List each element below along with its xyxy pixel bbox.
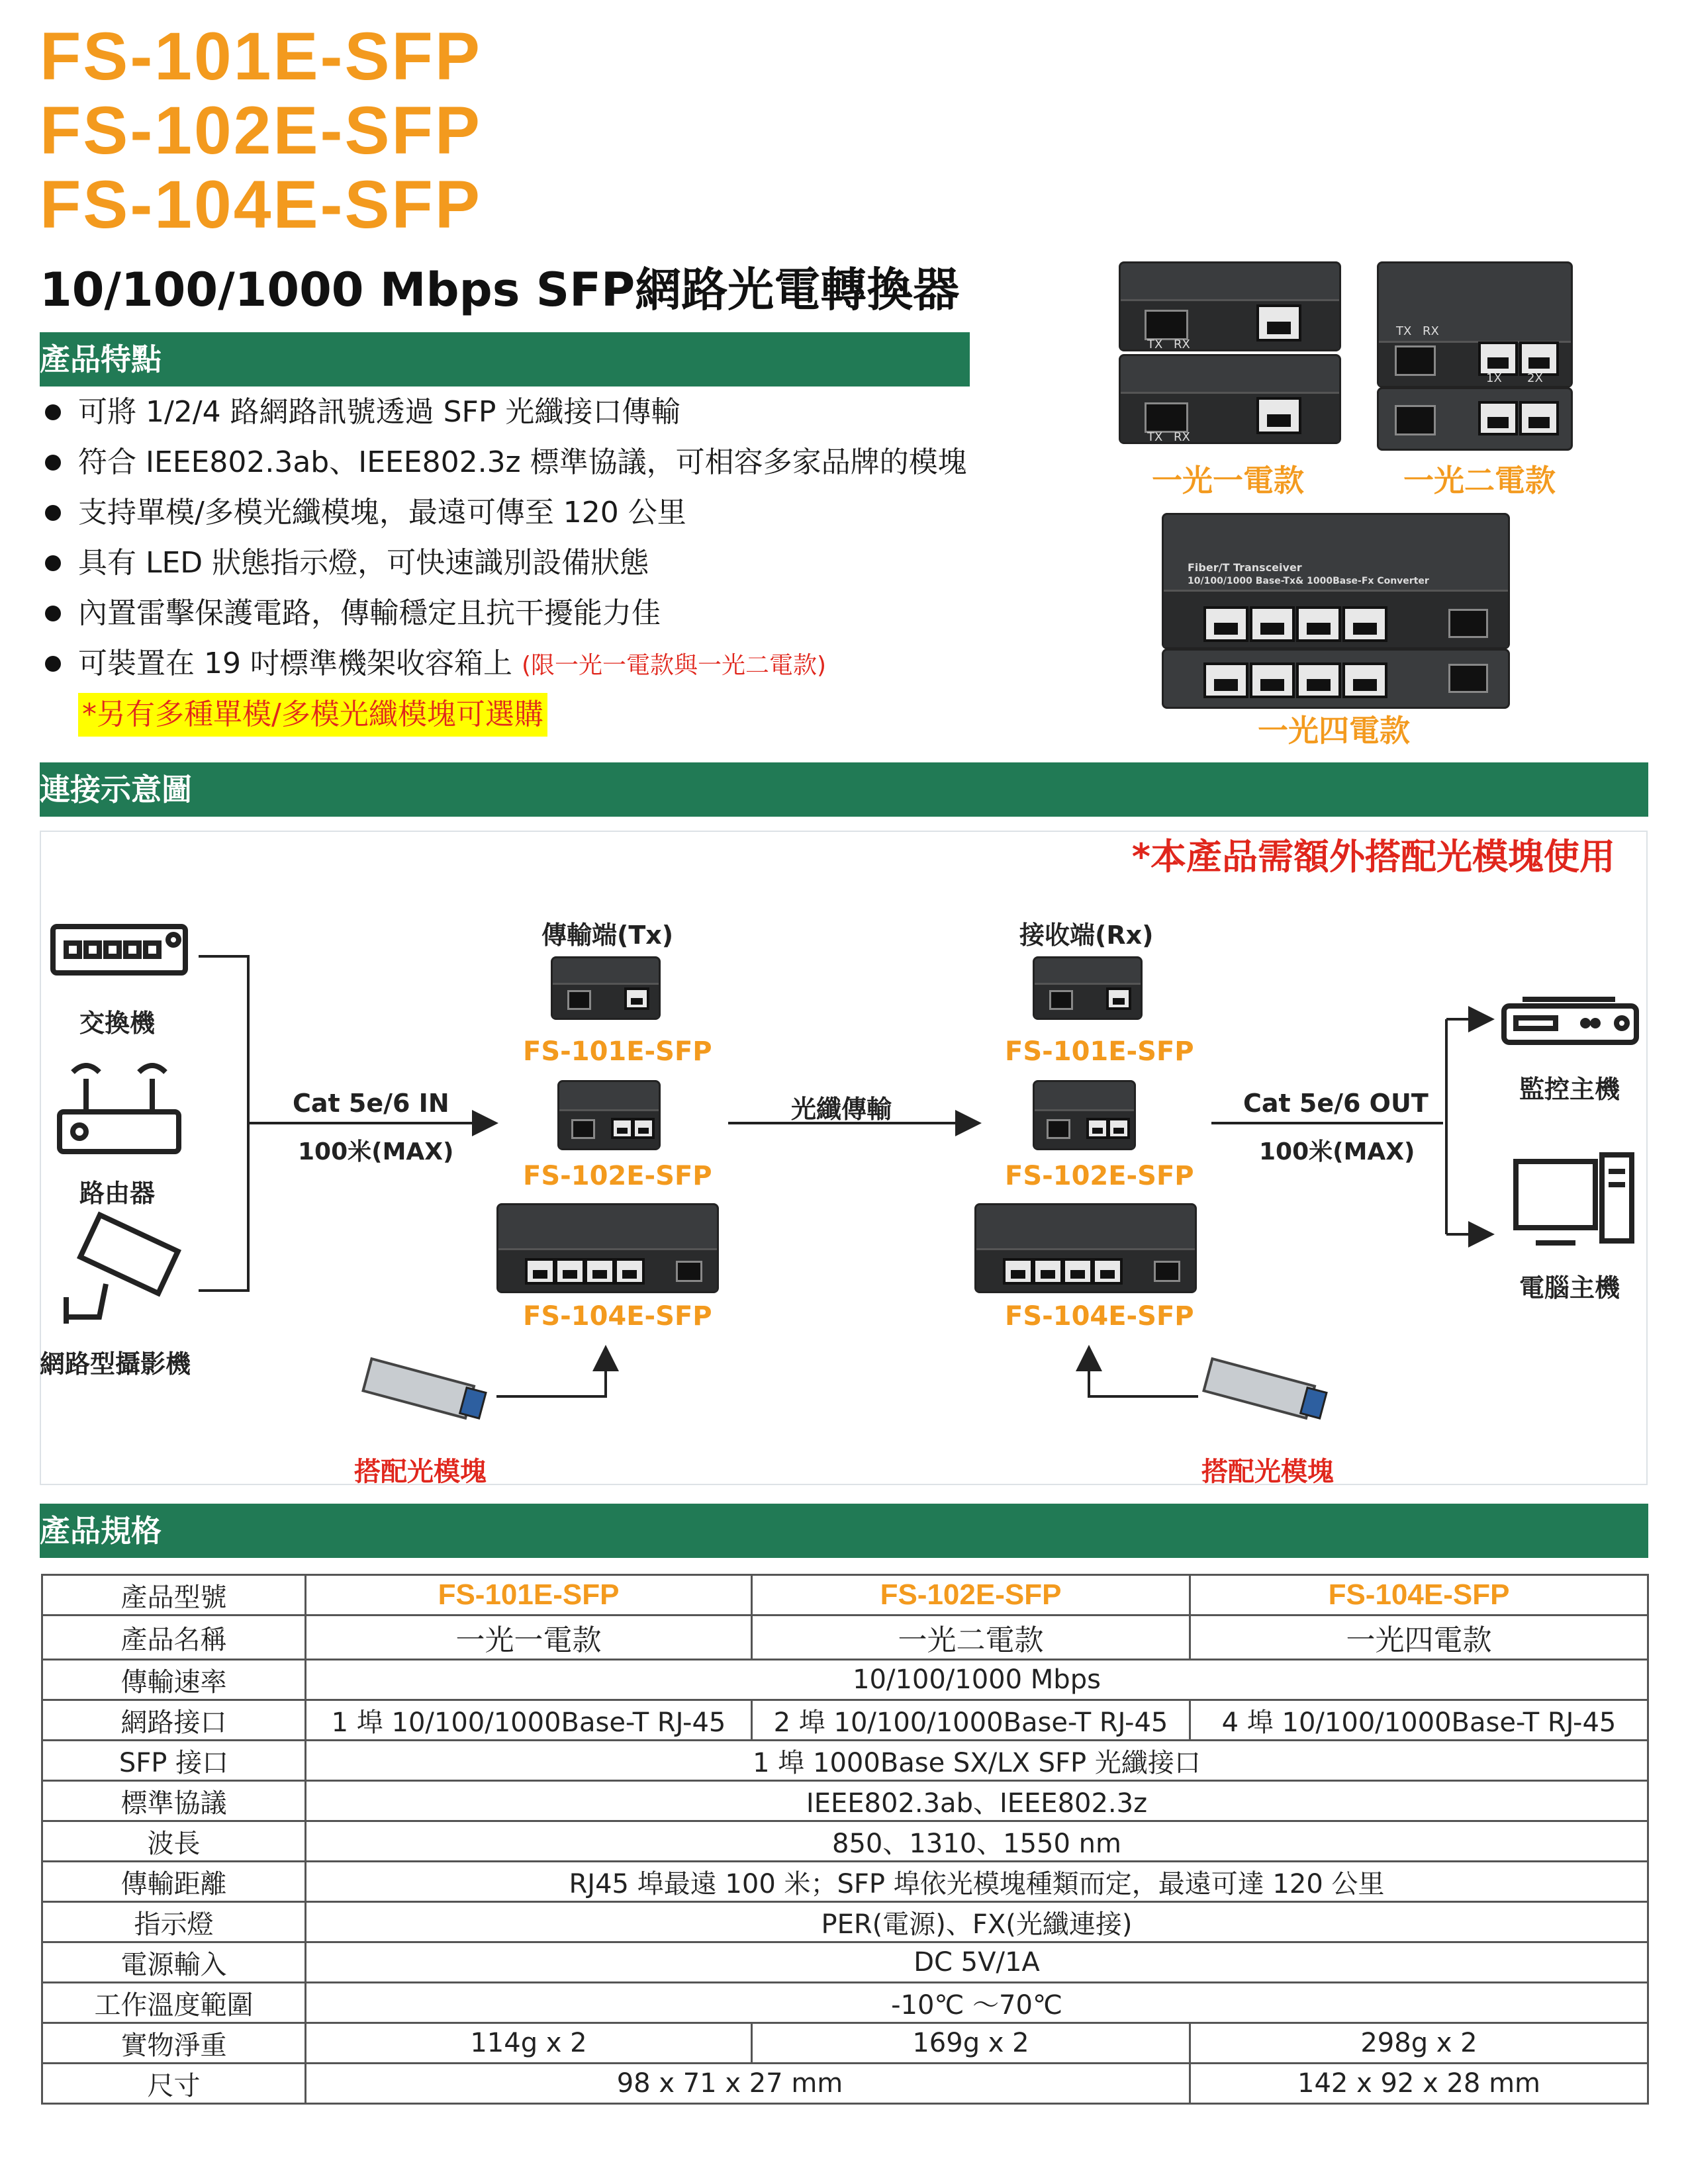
source-camera-label: 網路型攝影機 (40, 1349, 191, 1379)
rx-device-102 (1033, 1080, 1136, 1150)
sfp-module-right (1204, 1359, 1328, 1422)
rx-model-102: FS-102E-SFP (1005, 1161, 1194, 1191)
product-subtitle: 10/100/1000 Mbps SFP網路光電轉換器 (40, 263, 960, 317)
table-row: 電源輸入 DC 5V/1A (42, 1942, 1648, 1983)
spec-section-title: 產品規格 (40, 1513, 162, 1549)
caption-one-fiber-four-copper: 一光四電款 (1258, 713, 1410, 749)
table-row: SFP 接口 1 埠 1000Base SX/LX SFP 光纖接口 (42, 1741, 1648, 1781)
diagram-section-title: 連接示意圖 (40, 772, 192, 807)
tx-device-102 (557, 1080, 661, 1150)
model-title-3: FS-104E-SFP (40, 167, 482, 242)
model-title-1: FS-101E-SFP (40, 19, 482, 94)
tx-model-101: FS-101E-SFP (523, 1036, 712, 1067)
nvr-icon (1504, 999, 1636, 1042)
extra-module-note: *另有多種單模/多模光纖模塊可選購 (78, 693, 547, 737)
source-switch-label: 交換機 (79, 1009, 156, 1038)
sfp-module-left (363, 1359, 487, 1422)
feature-item: 內置雷擊保護電路，傳輸穩定且抗干擾能力佳 (40, 588, 993, 639)
caption-one-fiber-one-copper: 一光一電款 (1152, 463, 1304, 498)
tx-title: 傳輸端(Tx) (541, 921, 674, 950)
table-row: 傳輸速率 10/100/1000 Mbps (42, 1660, 1648, 1700)
table-row: 指示燈 PER(電源)、FX(光纖連接) (42, 1902, 1648, 1942)
table-row: 產品名稱 一光一電款 一光二電款 一光四電款 (42, 1615, 1648, 1660)
target-pc-label: 電腦主機 (1519, 1273, 1620, 1302)
device-illustration: Fiber/T Transceiver 10/100/1000 Base-Tx& 1000Base-Fx Converter (1162, 513, 1510, 649)
device-illustration: TX RX (1119, 261, 1341, 351)
table-row: 尺寸 98 x 71 x 27 mm 142 x 92 x 28 mm (42, 2064, 1648, 2104)
rx-model-101: FS-101E-SFP (1005, 1036, 1194, 1067)
in-distance-label: 100米(MAX) (298, 1138, 454, 1165)
table-row: 波長 850、1310、1550 nm (42, 1821, 1648, 1862)
feature-item: 可裝置在 19 吋標準機架收容箱上 (限一光一電款與一光二電款) (40, 639, 993, 689)
rx-model-104: FS-104E-SFP (1005, 1301, 1194, 1332)
source-router-label: 路由器 (79, 1179, 156, 1208)
table-row: 工作溫度範圍 -10℃ ～70℃ (42, 1983, 1648, 2023)
target-nvr-label: 監控主機 (1519, 1075, 1620, 1104)
table-row: 產品型號 FS-101E-SFP FS-102E-SFP FS-104E-SFP (42, 1575, 1648, 1615)
computer-icon (1516, 1155, 1632, 1243)
tx-device-101 (551, 956, 661, 1020)
tx-model-104: FS-104E-SFP (523, 1301, 712, 1332)
switch-icon (53, 927, 185, 973)
camera-icon (66, 1215, 178, 1324)
rx-device-101 (1033, 956, 1143, 1020)
table-row: 網路接口 1 埠 10/100/1000Base-T RJ-45 2 埠 10/100/1000Base-T RJ-45 4 埠 10/100/1000Base-T RJ-45 (42, 1700, 1648, 1741)
rx-device-104 (974, 1203, 1197, 1293)
module-label-right: 搭配光模塊 (1201, 1457, 1334, 1487)
device-illustration: TX RX 1X 2X (1377, 261, 1573, 388)
cat-in-label: Cat 5e/6 IN (293, 1089, 449, 1118)
table-row: 標準協議 IEEE802.3ab、IEEE802.3z (42, 1781, 1648, 1821)
router-icon (60, 1066, 179, 1152)
table-row: 實物淨重 114g x 2 169g x 2 298g x 2 (42, 2023, 1648, 2064)
cat-out-label: Cat 5e/6 OUT (1243, 1089, 1429, 1118)
caption-one-fiber-two-copper: 一光二電款 (1403, 463, 1556, 498)
tx-device-104 (496, 1203, 719, 1293)
rx-title: 接收端(Rx) (1019, 921, 1154, 950)
rack-note: (限一光一電款與一光二電款) (521, 652, 827, 679)
table-row: 傳輸距離 RJ45 埠最遠 100 米；SFP 埠依光模塊種類而定，最遠可達 120 公里 (42, 1862, 1648, 1902)
model-title-2: FS-102E-SFP (40, 93, 482, 168)
module-required-note: *本產品需額外搭配光模塊使用 (1131, 836, 1615, 878)
out-distance-label: 100米(MAX) (1259, 1138, 1415, 1165)
spec-table (41, 1574, 1649, 2105)
tx-model-102: FS-102E-SFP (523, 1161, 712, 1191)
feature-item: 可將 1/2/4 路網路訊號透過 SFP 光纖接口傳輸 (40, 387, 993, 437)
module-label-left: 搭配光模塊 (354, 1457, 487, 1487)
feature-item: 支持單模/多模光纖模塊，最遠可傳至 120 公里 (40, 488, 993, 538)
feature-item: 符合 IEEE802.3ab、IEEE802.3z 標準協議，可相容多家品牌的模塊 (40, 437, 993, 488)
features-section-title: 產品特點 (40, 341, 162, 377)
feature-item: 具有 LED 狀態指示燈，可快速識別設備狀態 (40, 538, 993, 588)
device-illustration: TX RX (1119, 354, 1341, 444)
spec-section-bar (40, 1504, 1648, 1558)
fiber-transmission-label: 光纖傳輸 (791, 1095, 892, 1124)
